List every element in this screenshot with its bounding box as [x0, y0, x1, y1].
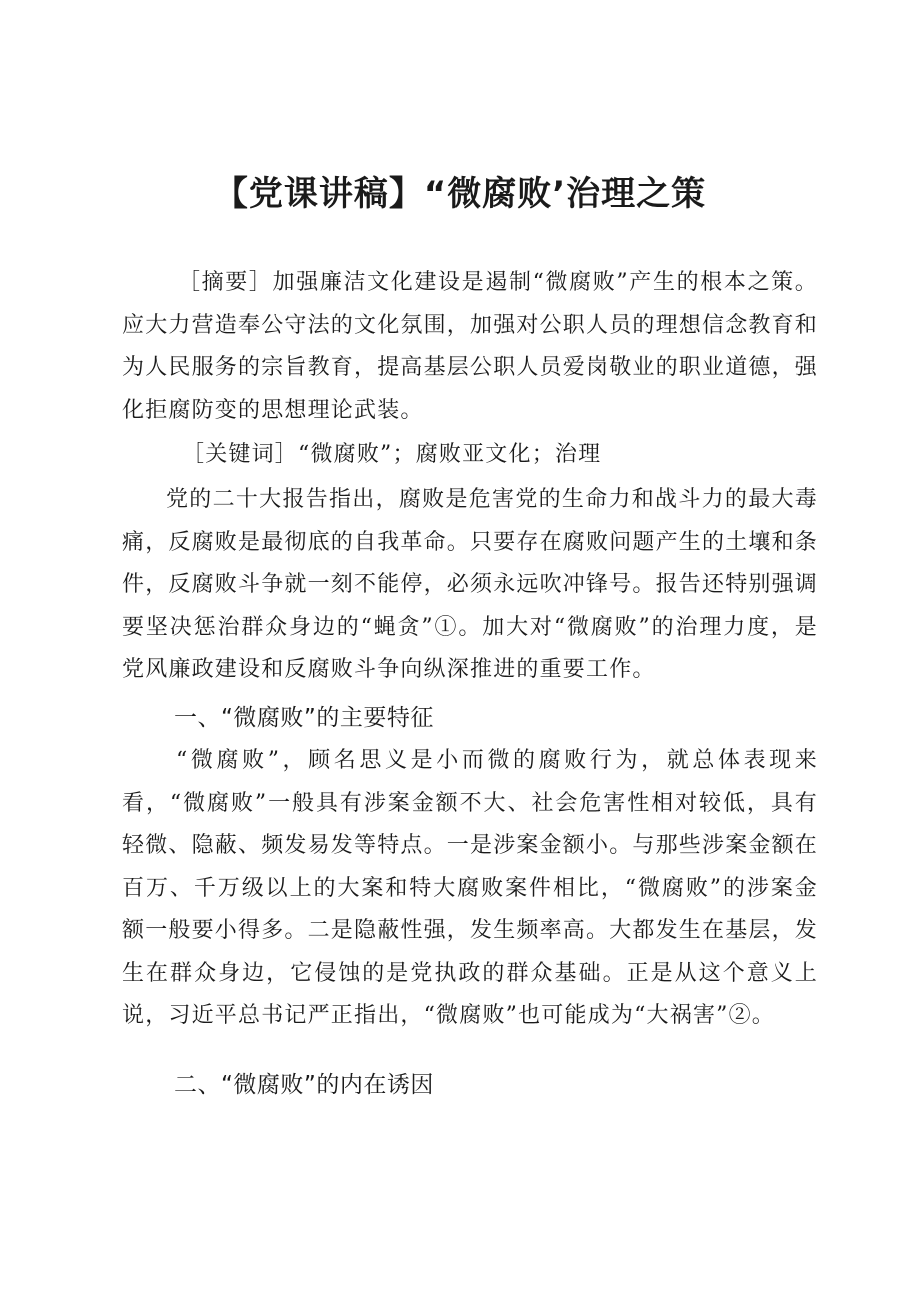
- intro-paragraph: 党的二十大报告指出，腐败是危害党的生命力和战斗力的最大毒痛，反腐败是最彻底的自我革命。只要存在腐败问题产生的土壤和条件，反腐败斗争就一刻不能停，必须永远吹冲锋号。报告还特别强调要坚决惩治群众身边的“蝇贪”①。加大对“微腐败”的治理力度，是党风廉政建设和反腐败斗争向纵深推进的重要工作。: [122, 487, 819, 682]
- document-title: 【党课讲稿】“微腐败’治理之策: [213, 174, 707, 214]
- section-heading-1: 一、“微腐败”的主要特征: [174, 705, 434, 731]
- section-heading-2: 二、“微腐败”的内在诱因: [174, 1072, 434, 1098]
- abstract-paragraph: ［摘要］加强廉洁文化建设是遏制“微腐败”产生的根本之策。应大力营造奉公守法的文化氛围，加强对公职人员的理想信念教育和为人民服务的宗旨教育，提高基层公职人员爱岗敬业的职业道德，强化拒腐防变的思想理论武装。: [122, 270, 819, 423]
- keywords-line: ［关键词］“微腐败”；腐败亚文化；治理: [182, 442, 602, 467]
- section-1-paragraph: “微腐败”，顾名思义是小而微的腐败行为，就总体表现来看，“微腐败”一般具有涉案金额不大、社会危害性相对较低，具有轻微、隐蔽、频发易发等特点。一是涉案金额小。与那些涉案金额在百万、千万级以上的大案和特大腐败案件相比，“微腐败”的涉案金额一般要小得多。二是隐蔽性强，发生频率高。大都发生在基层，发生在群众身边，它侵蚀的是党执政的群众基础。正是从这个意义上说，习近平总书记严正指出，“微腐败”也可能成为“大祸害”②。: [122, 748, 819, 1028]
